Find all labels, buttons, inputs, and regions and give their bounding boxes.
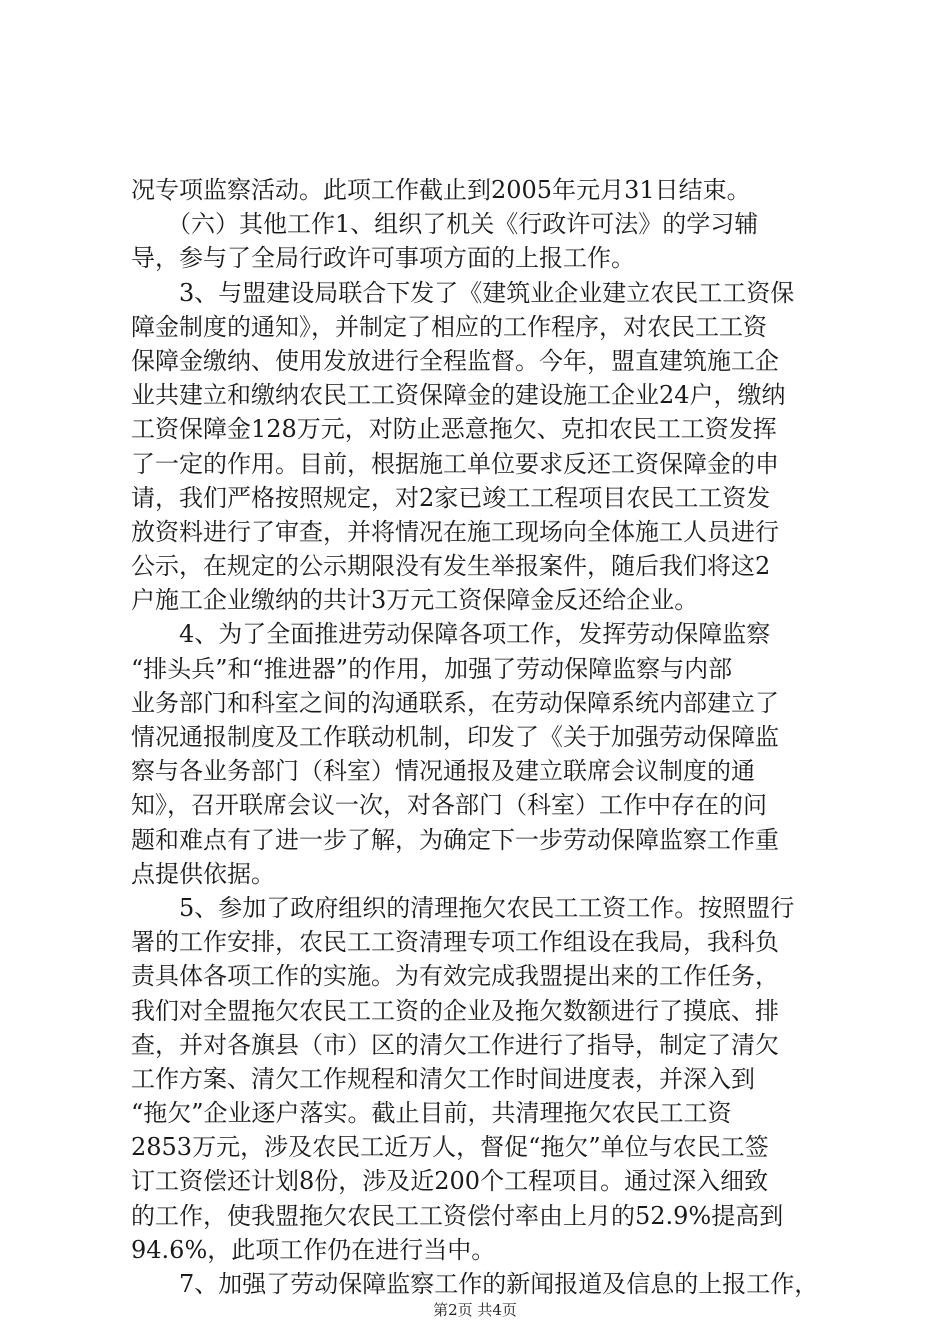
text-line: 责具体各项工作的实施。为有效完成我盟提出来的工作任务， (131, 962, 779, 991)
text-line: 公示，在规定的公示期限没有发生举报案件，随后我们将这2 (131, 552, 771, 581)
text-line: 5、参加了政府组织的清理拖欠农民工工资工作。按照盟行 (131, 893, 795, 922)
text-line: 户施工企业缴纳的共计3万元工资保障金反还给企业。 (131, 586, 699, 615)
text-line: “排头兵”和“推进器”的作用，加强了劳动保障监察与内部 (131, 654, 733, 683)
text-line: 点提供依据。 (131, 859, 275, 888)
text-line: 况专项监察活动。此项工作截止到2005年元月31日结束。 (131, 176, 751, 204)
text-line: 工作方案、清欠工作规程和清欠工作时间进度表，并深入到 (131, 1064, 755, 1093)
text-line: 工资保障金128万元，对防止恶意拖欠、克扣农民工工资发挥 (131, 415, 777, 444)
text-line: 4、为了全面推进劳动保障各项工作，发挥劳动保障监察 (131, 620, 771, 649)
text-line: 放资料进行了审查，并将情况在施工现场向全体施工人员进行 (131, 517, 779, 546)
text-line: 94.6%，此项工作仍在进行当中。 (131, 1235, 496, 1264)
text-line: 保障金缴纳、使用发放进行全程监督。今年，盟直建筑施工企 (131, 346, 779, 375)
text-line: 障金制度的通知》，并制定了相应的工作程序，对农民工工资 (131, 312, 767, 341)
text-line: 情况通报制度及工作联动机制，印发了《关于加强劳动保障监 (131, 723, 779, 751)
text-line: 知》，召开联席会议一次，对各部门（科室）工作中存在的问 (131, 791, 767, 820)
text-line: 的工作，使我盟拖欠农民工工资偿付率由上月的52.9%提高到 (131, 1201, 784, 1230)
text-line: 3、与盟建设局联合下发了《建筑业企业建立农民工工资保 (131, 278, 795, 307)
text-line: “拖欠”企业逐户落实。截止目前，共清理拖欠农民工工资 (131, 1099, 732, 1128)
text-line: （六）其他工作1、组织了机关《行政许可法》的学习辅 (131, 210, 759, 239)
text-line: 2853万元，涉及农民工近万人，督促“拖欠”单位与农民工签 (131, 1133, 769, 1162)
text-line: 请，我们严格按照规定，对2家已竣工工程项目农民工工资发 (131, 483, 771, 512)
text-line: 题和难点有了进一步了解，为确定下一步劳动保障监察工作重 (131, 825, 779, 854)
text-line: 查，并对各旗县（市）区的清欠工作进行了指导，制定了清欠 (131, 1030, 779, 1059)
text-line: 业共建立和缴纳农民工工资保障金的建设施工企业24户，缴纳 (131, 381, 786, 410)
text-line: 察与各业务部门（科室）情况通报及建立联席会议制度的通 (131, 757, 755, 786)
document-body (131, 173, 831, 1301)
text-line: 订工资偿还计划8份，涉及近200个工程项目。通过深入细致 (131, 1167, 769, 1196)
text-line: 署的工作安排，农民工工资清理专项工作组设在我局，我科负 (131, 928, 779, 957)
text-line: 我们对全盟拖欠农民工工资的企业及拖欠数额进行了摸底、排 (131, 996, 779, 1025)
text-line: 7、加强了劳动保障监察工作的新闻报道及信息的上报工作， (131, 1270, 819, 1298)
text-line: 导，参与了全局行政许可事项方面的上报工作。 (131, 244, 635, 273)
text-line: 了一定的作用。目前，根据施工单位要求反还工资保障金的申 (131, 449, 779, 478)
page-footer: 第2页 共4页 (433, 1301, 517, 1319)
text-line: 业务部门和科室之间的沟通联系，在劳动保障系统内部建立了 (131, 688, 779, 717)
